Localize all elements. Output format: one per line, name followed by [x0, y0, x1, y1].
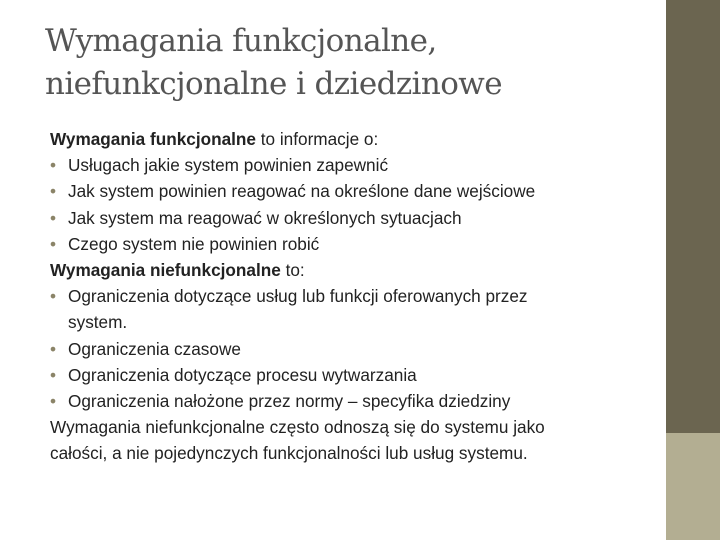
nonfunctional-heading-bold: Wymagania niefunkcjonalne [50, 260, 281, 281]
bullet-icon: • [50, 364, 57, 385]
bullet-icon: • [50, 155, 57, 176]
functional-heading-rest: to informacje o: [255, 129, 379, 149]
list-item-text: Jak system ma reagować w określonych sytuacjach [68, 207, 462, 228]
list-item-text: Ograniczenia dotyczące usług lub funkcji oferowanych przez [68, 286, 528, 307]
list-item [50, 178, 660, 204]
list-item-text: Ograniczenia czasowe [68, 338, 241, 359]
nonfunctional-heading [50, 257, 660, 283]
sidebar-accent-block [666, 433, 720, 540]
bullet-icon: • [50, 233, 57, 254]
title-line-2: niefunkcjonalne i dziedzinowe [45, 66, 502, 102]
closing-paragraph-line-2: całości, a nie pojedynczych funkcjonalności lub usług systemu. [50, 443, 528, 464]
list-item-text: Jak system powinien reagować na określone dane wejściowe [68, 181, 536, 202]
title-line-1: Wymagania funkcjonalne, [45, 23, 437, 59]
slide-body [50, 126, 660, 467]
list-item [50, 388, 660, 414]
list-item-text: Czego system nie powinien robić [68, 233, 320, 254]
list-item [50, 283, 660, 309]
slide-title [45, 20, 645, 106]
bullet-icon: • [50, 207, 57, 228]
list-item-continuation: system. [68, 312, 128, 333]
functional-heading-bold: Wymagania funkcjonalne [50, 129, 256, 149]
list-item-text: Usługach jakie system powinien zapewnić [68, 155, 389, 176]
functional-heading [50, 126, 660, 152]
list-item-text: Ograniczenia dotyczące procesu wytwarzania [68, 364, 417, 385]
bullet-icon: • [50, 338, 57, 359]
bullet-icon: • [50, 391, 57, 412]
list-item [50, 336, 660, 362]
list-item [50, 231, 660, 257]
bullet-icon: • [50, 181, 57, 202]
list-item [50, 152, 660, 178]
list-item-text: Ograniczenia nałożone przez normy – specyfika dziedziny [68, 391, 511, 412]
nonfunctional-heading-rest: to: [280, 260, 305, 281]
bullet-icon: • [50, 286, 57, 307]
closing-paragraph-line-1: Wymagania niefunkcjonalne często odnoszą się do systemu jako [50, 417, 545, 438]
list-item [50, 205, 660, 231]
list-item [50, 362, 660, 388]
